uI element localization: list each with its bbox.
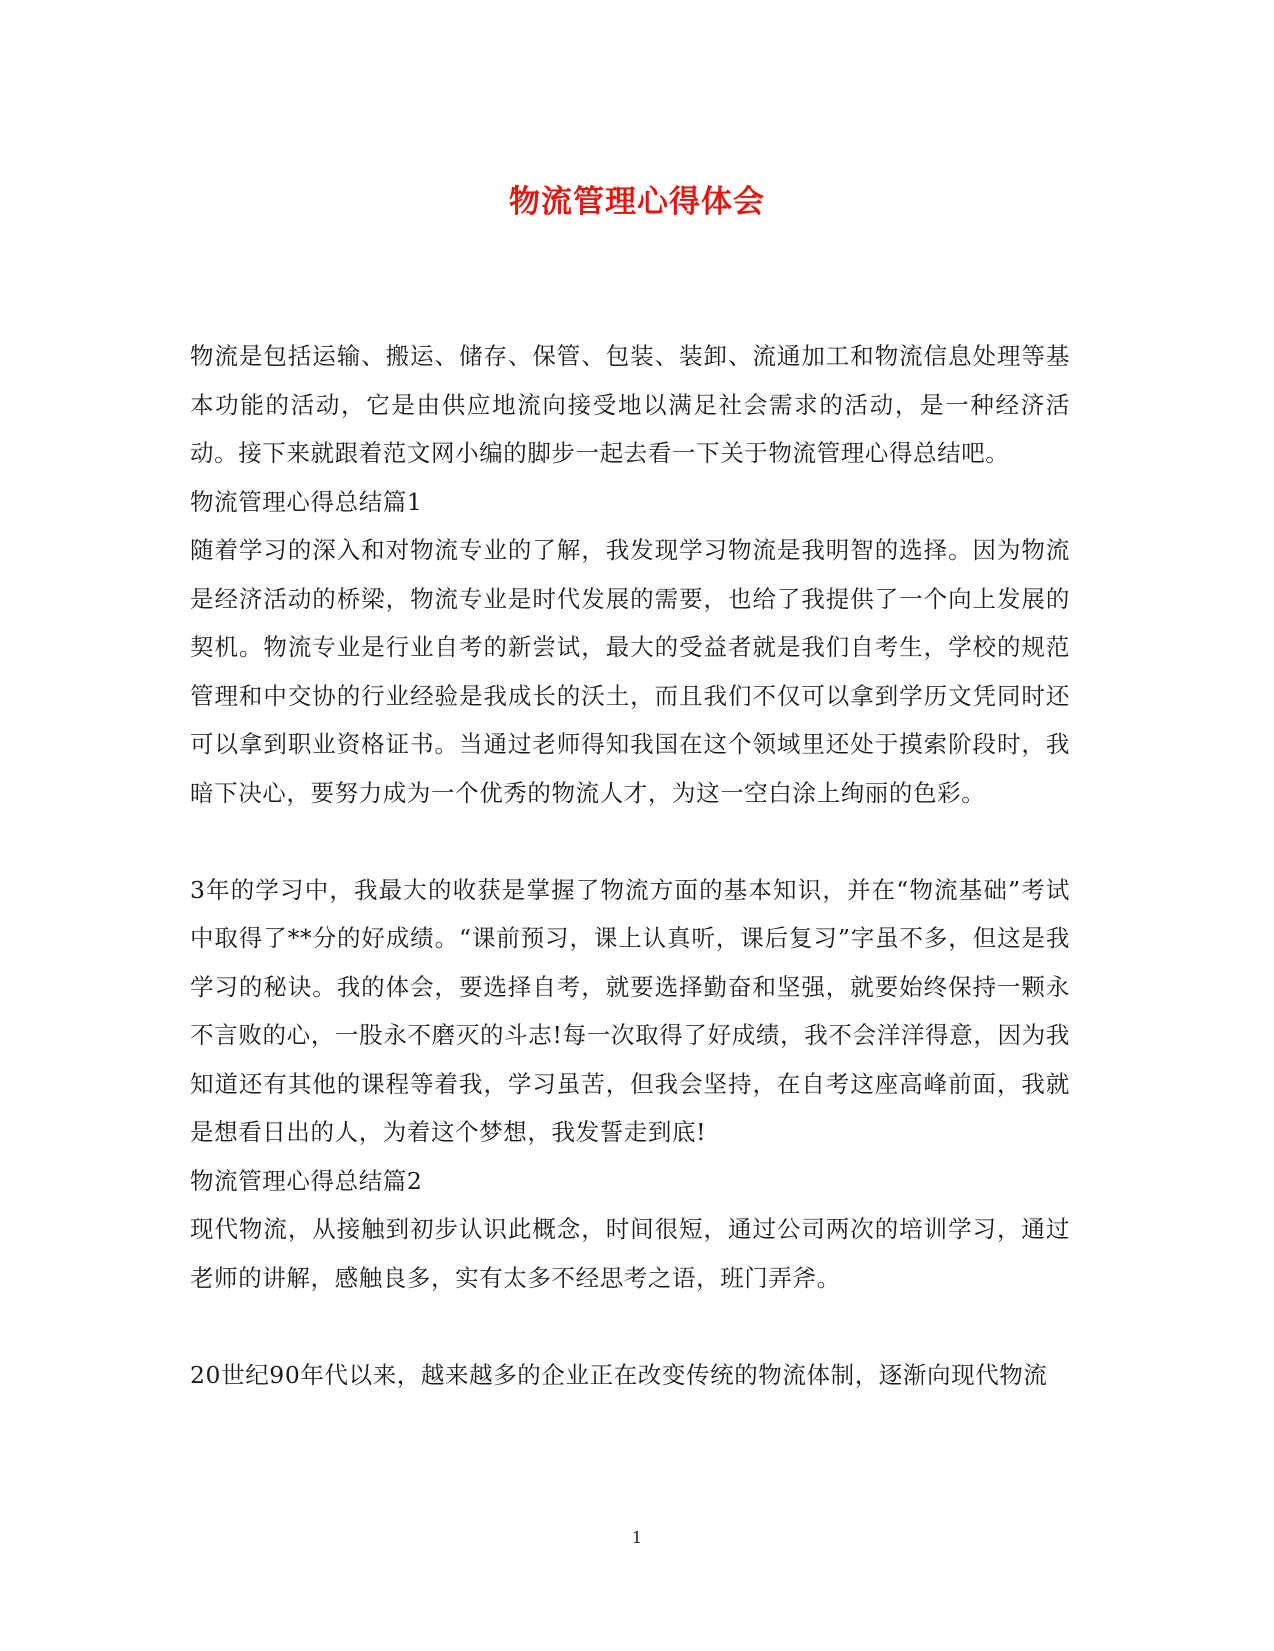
paragraph: 3年的学习中，我最大的收获是掌握了物流方面的基本知识，并在“物流基础”考试中取得了**分的好成绩。“课前预习，课上认真听，课后复习”字虽不多，但这是我学习的秘诀。我的体会，要选择自考，就要选择勤奋和坚强，就要始终保持一颗永不言败的心，一股永不磨灭的斗志!每一次取得了好成绩，我不会洋洋得意，因为我知道还有其他的课程等着我，学习虽苦，但我会坚持，在自考这座高峰前面，我就是想看日出的人，为着这个梦想，我发誓走到底! xyxy=(190,875,1070,1146)
section-heading-2: 物流管理心得总结篇2 xyxy=(190,1166,423,1195)
document-body xyxy=(190,332,1070,1399)
paragraph: 20世纪90年代以来，越来越多的企业正在改变传统的物流体制，逐渐向现代物流 xyxy=(190,1360,1048,1389)
section-heading-1: 物流管理心得总结篇1 xyxy=(190,487,423,516)
paragraph-spacer xyxy=(190,1302,1070,1351)
document-title: 物流管理心得体会 xyxy=(509,184,765,220)
paragraph: 随着学习的深入和对物流专业的了解，我发现学习物流是我明智的选择。因为物流是经济活动的桥梁，物流专业是时代发展的需要，也给了我提供了一个向上发展的契机。物流专业是行业自考的新尝试，最大的受益者就是我们自考生，学校的规范管理和中交协的行业经验是我成长的沃土，而且我们不仅可以拿到学历文凭同时还可以拿到职业资格证书。当通过老师得知我国在这个领域里还处于摸索阶段时，我暗下决心，要努力成为一个优秀的物流人才，为这一空白涂上绚丽的色彩。 xyxy=(190,536,1070,807)
page-number: 1 xyxy=(631,1528,643,1547)
paragraph-spacer xyxy=(190,817,1070,866)
paragraph: 现代物流，从接触到初步认识此概念，时间很短，通过公司两次的培训学习，通过老师的讲解，感触良多，实有太多不经思考之语，班门弄斧。 xyxy=(190,1215,1070,1292)
intro-paragraph: 物流是包括运输、搬运、储存、保管、包装、装卸、流通加工和物流信息处理等基本功能的活动，它是由供应地流向接受地以满足社会需求的活动，是一种经济活动。接下来就跟着范文网小编的脚步一起去看一下关于物流管理心得总结吧。 xyxy=(190,342,1070,467)
